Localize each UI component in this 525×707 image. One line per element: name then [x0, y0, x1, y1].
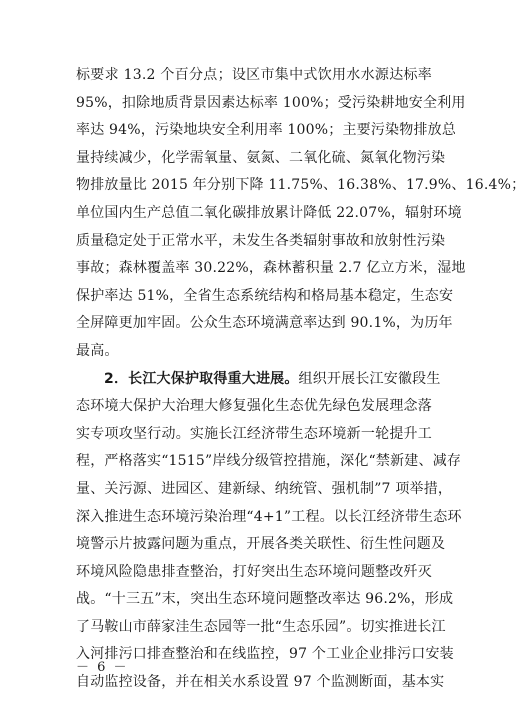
text-line: 环境风险隐患排查整治，打好突出生态环境问题整改歼灭 [76, 563, 432, 580]
section-heading-rest: 组织开展长江安徽段生 [298, 370, 441, 387]
text-line: 境警示片披露问题为重点，开展各类关联性、衍生性问题及 [76, 536, 446, 553]
text-line: 程，严格落实“1515”岸线分级管控措施，深化“禁新建、减存 [76, 453, 462, 470]
text-line: 深入推进生态环境污染治理“4+1”工程。以长江经济带生态环 [76, 508, 462, 525]
text-line: 自动监控设备，并在相关水系设置 97 个监测断面，基本实 [76, 674, 445, 691]
page-number: － 6 － [76, 660, 129, 675]
text-line: 入河排污口排查整治和在线监控，97 个工业企业排污口安装 [76, 646, 454, 663]
text-line: 量、关污源、进园区、建新绿、纳统管、强机制”7 项举措， [76, 480, 453, 497]
text-line: 保护率达 51%，全省生态系统结构和格局基本稳定，生态安 [76, 287, 454, 304]
text-line: 全屏障更加牢固。公众生态环境满意率达到 90.1%，为历年 [76, 315, 453, 332]
text-line: 事故；森林覆盖率 30.22%，森林蓄积量 2.7 亿立方米，湿地 [76, 260, 466, 277]
text-line: 战。“十三五”末，突出生态环境问题整改率达 96.2%，形成 [76, 591, 454, 608]
text-line: 标要求 13.2 个百分点；设区市集中式饮用水水源达标率 [76, 67, 432, 83]
body-text [76, 62, 525, 697]
text-line: 单位国内生产总值二氧化碳排放累计降低 22.07%，辐射环境 [76, 204, 462, 221]
section-heading-line [76, 366, 441, 394]
text-line: 实专项攻坚行动。实施长江经济带生态环境新一轮提升工 [76, 425, 432, 442]
text-line: 了马鞍山市薛家洼生态园等一批“生态乐园”。切实推进长江 [76, 618, 446, 635]
text-line: 质量稳定处于正常水平，未发生各类辐射事故和放射性污染 [76, 232, 446, 249]
section-heading: 2．长江大保护取得重大进展。 [104, 370, 299, 387]
text-line: 率达 94%，污染地块安全利用率 100%；主要污染物排放总 [76, 122, 457, 139]
text-line: 最高。 [76, 342, 119, 359]
text-line: 95%，扣除地质背景因素达标率 100%；受污染耕地安全利用 [76, 94, 466, 111]
text-line: 量持续减少，化学需氧量、氨氮、二氧化硫、氮氧化物污染 [76, 149, 446, 166]
text-line: 物排放量比 2015 年分别下降 11.75%、16.38%、17.9%、16.4%； [76, 177, 525, 194]
text-line: 态环境大保护大治理大修复强化生态优先绿色发展理念落 [76, 398, 432, 415]
